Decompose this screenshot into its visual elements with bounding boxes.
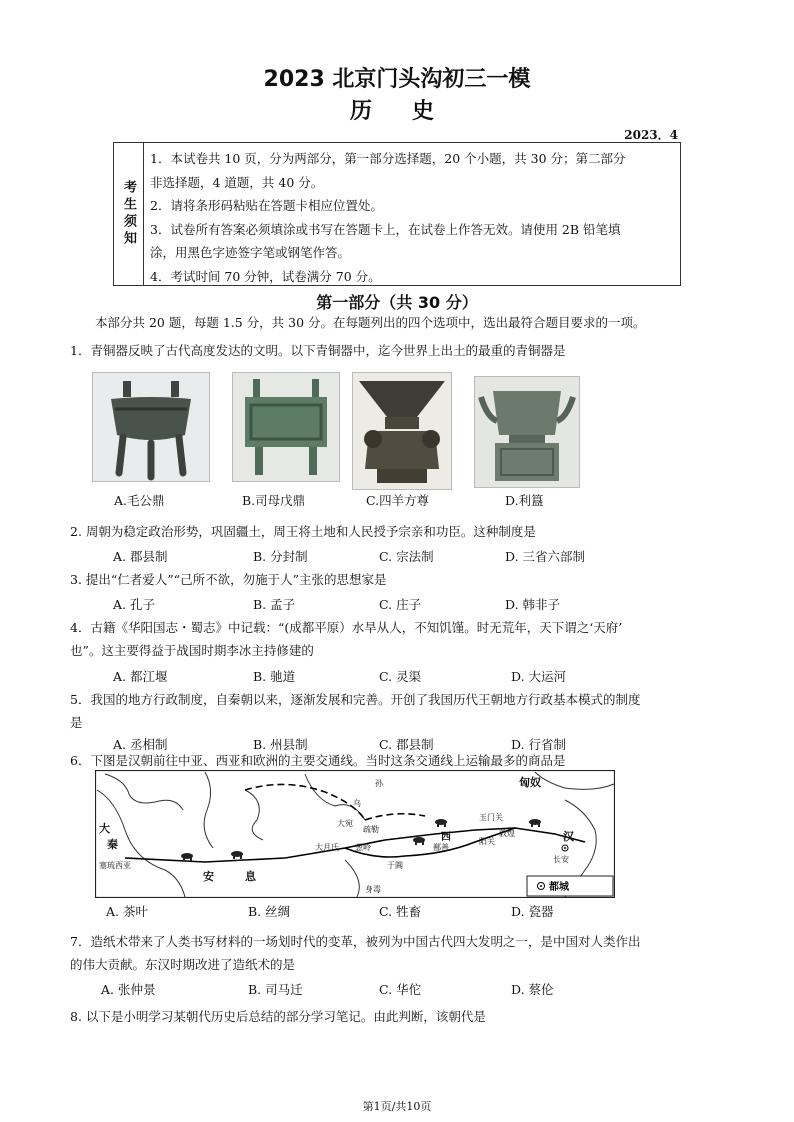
q5-option-c[interactable]: C. 郡县制 (379, 737, 434, 752)
map-label-da: 大 (99, 822, 110, 835)
question-2: 2. 周朝为稳定政治形势，巩固疆土，周王将土地和人民授予宗亲和功臣。这种制度是 (70, 524, 536, 539)
question-6: 6．下图是汉朝前往中亚、西亚和欧洲的主要交通线。当时这条交通线上运输最多的商品是 (70, 753, 566, 768)
q4-option-a[interactable]: A. 都江堰 (113, 669, 168, 684)
question-7-line2: 的伟大贡献。东汉时期改进了造纸术的是 (70, 957, 296, 972)
q4-option-b[interactable]: B. 驰道 (253, 669, 296, 684)
li-gui-image (474, 376, 580, 488)
q5-option-a[interactable]: A. 丞相制 (113, 737, 168, 752)
q3-option-c[interactable]: C. 庄子 (379, 597, 422, 612)
question-3: 3. 提出“仁者爱人”“己所不欲，勿施于人”主张的思想家是 (70, 572, 387, 587)
q2-option-c[interactable]: C. 宗法制 (379, 549, 434, 564)
q1-option-a[interactable]: A.毛公鼎 (114, 493, 165, 508)
question-5-line2: 是 (70, 715, 83, 730)
q6-option-d[interactable]: D. 瓷器 (511, 904, 554, 919)
simuwu-ding-image (232, 372, 340, 482)
notice-body (150, 147, 674, 288)
q3-option-b[interactable]: B. 孟子 (253, 597, 296, 612)
map-label-dunhuang: 敦煌 (499, 829, 515, 838)
exam-title: 2023 北京门头沟初三一模 (263, 67, 531, 92)
q7-option-a[interactable]: A. 张仲景 (101, 982, 156, 997)
map-label-sun: 孙 (375, 779, 383, 788)
question-8: 8. 以下是小明学习某朝代历史后总结的部分学习笔记。由此判断，该朝代是 (70, 1009, 486, 1024)
map-label-changan: 长安 (553, 855, 569, 864)
q3-option-d[interactable]: D. 韩非子 (505, 597, 561, 612)
map-label-qin: 秦 (107, 838, 118, 851)
notice-line: 2．请将条形码粘贴在答题卡相应位置处。 (150, 198, 383, 213)
silk-road-map (95, 770, 615, 898)
notice-label: 考生须知 (114, 143, 144, 285)
q2-option-d[interactable]: D. 三省六部制 (505, 549, 586, 564)
page-footer: 第1页/共10页 (362, 1100, 432, 1113)
q7-option-b[interactable]: B. 司马迁 (248, 982, 303, 997)
q4-option-d[interactable]: D. 大运河 (511, 669, 567, 684)
q7-option-d[interactable]: D. 蔡伦 (511, 982, 554, 997)
question-1: 1．青铜器反映了古代高度发达的文明。以下青铜器中，迄今世界上出土的最重的青铜器是 (70, 343, 566, 358)
siyang-fangzun-image (352, 372, 452, 490)
map-label-yangguan: 阳关 (479, 837, 495, 846)
notice-line: 涂，用黑色字迹签字笔或钢笔作答。 (150, 245, 351, 260)
notice-line: 3．试卷所有答案必须填涂或书写在答题卡上，在试卷上作答无效。请使用 2B 铅笔填 (150, 221, 621, 237)
question-4: 4．古籍《华阳国志・蜀志》中记载：“(成都平原）水旱从人，不知饥馑。时无荒年，天下谓之‘天府’ (70, 620, 623, 635)
map-label-congling: 葱岭 (355, 843, 371, 852)
map-label-yutian: 于阗 (387, 861, 403, 870)
q1-option-b[interactable]: B.司母戊鼎 (242, 493, 306, 508)
q1-option-d[interactable]: D.利簋 (505, 493, 544, 508)
map-legend-capital: 都城 (549, 882, 569, 893)
map-label-yumenguan: 玉门关 (479, 813, 503, 822)
notice-line: 1．本试卷共 10 页，分为两部分，第一部分选择题，20 个小题，共 30 分；第二部分 (150, 151, 626, 166)
q5-option-b[interactable]: B. 州县制 (253, 737, 308, 752)
map-label-han: 汉 (563, 830, 574, 843)
map-label-shule: 疏勒 (363, 825, 379, 834)
maogong-ding-image (92, 372, 210, 482)
part-title: 第一部分（共 30 分） (316, 293, 478, 312)
map-label-xi: 息 (245, 870, 256, 883)
part-intro: 本部分共 20 题，每题 1.5 分，共 30 分。在每题列出的四个选项中，选出最符合题目要求的一项。 (95, 315, 646, 330)
map-label-xiongnu: 匈奴 (519, 776, 541, 789)
notice-line: 非选择题，4 道题，共 40 分。 (150, 174, 324, 190)
subject-title: 历史 (349, 99, 474, 124)
q4-option-c[interactable]: C. 灵渠 (379, 669, 422, 684)
question-4-line2: 也”。这主要得益于战国时期李冰主持修建的 (70, 643, 314, 658)
exam-date: 2023．4 (624, 128, 678, 142)
map-label-shanshan: 鄯善 (433, 843, 449, 852)
map-label-dayuezhi: 大月氏 (315, 843, 339, 852)
q3-option-a[interactable]: A. 孔子 (113, 597, 155, 612)
q2-option-b[interactable]: B. 分封制 (253, 549, 308, 564)
q6-option-a[interactable]: A. 茶叶 (106, 904, 148, 919)
notice-line: 4．考试时间 70 分钟，试卷满分 70 分。 (150, 268, 381, 284)
q1-option-c[interactable]: C.四羊方尊 (366, 493, 430, 508)
question-7: 7．造纸术带来了人类书写材料的一场划时代的变革，被列为中国古代四大发明之一，是中国对人类作出 (70, 934, 641, 949)
q2-option-a[interactable]: A. 郡县制 (113, 549, 168, 564)
map-label-wu: 乌 (353, 799, 361, 808)
map-label-seleucia: 塞琉西亚 (99, 861, 131, 870)
q5-option-d[interactable]: D. 行省制 (511, 737, 567, 752)
map-label-shendu: 身毒 (365, 885, 381, 894)
notice-box (113, 142, 681, 286)
map-label-an: 安 (203, 870, 214, 883)
q6-option-c[interactable]: C. 牲畜 (379, 904, 422, 919)
q6-option-b[interactable]: B. 丝绸 (248, 904, 291, 919)
q7-option-c[interactable]: C. 华佗 (379, 982, 422, 997)
map-label-dayuan: 大宛 (337, 819, 353, 828)
map-label-western: 西 (441, 832, 451, 843)
question-5: 5．我国的地方行政制度，自秦朝以来，逐渐发展和完善。开创了我国历代王朝地方行政基本模式的制度 (70, 692, 641, 707)
